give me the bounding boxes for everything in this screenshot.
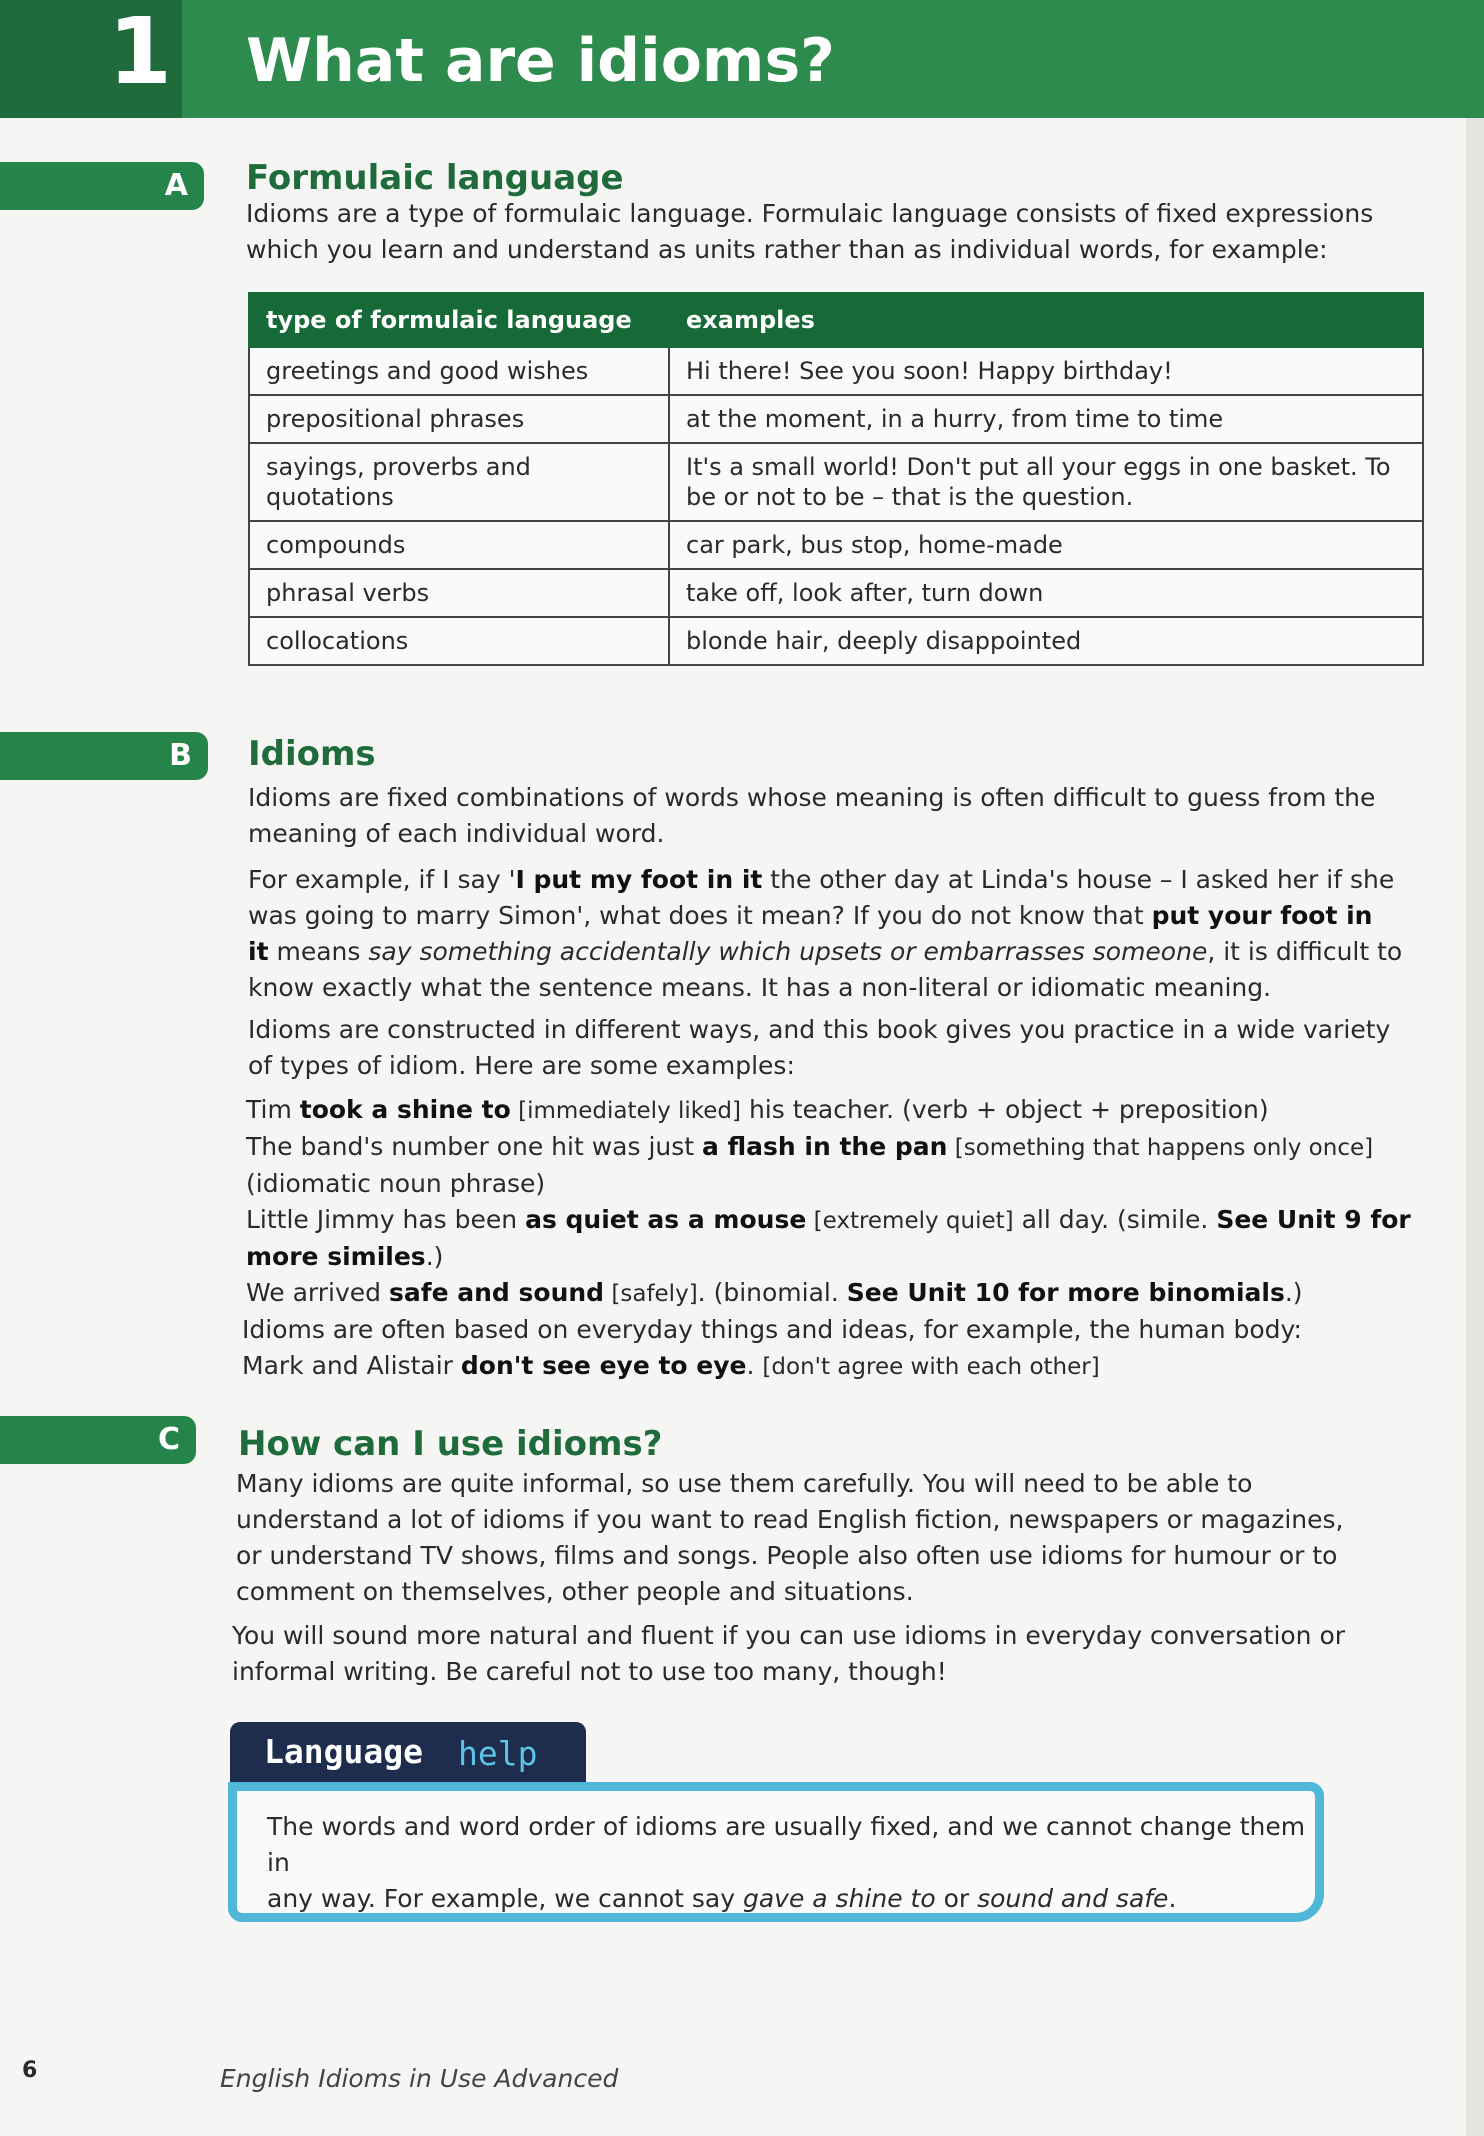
- page-edge: [1466, 118, 1484, 2136]
- paragraph-line: The words and word order of idioms are usually fixed, and we cannot change them in: [267, 1812, 1306, 1877]
- paragraph-line: You will sound more natural and fluent if you can use idioms in everyday conversation or: [232, 1621, 1346, 1650]
- example-line: The band's number one hit was just a flash in the pan [something that happens only once]: [246, 1132, 1374, 1161]
- example-line: Little Jimmy has been as quiet as a mouse [extremely quiet] all day. (simile. See Unit 9 for: [246, 1205, 1411, 1234]
- table-row: [249, 569, 1423, 617]
- section-a-title: Formulaic language: [246, 158, 624, 198]
- example-italic: gave a shine to: [742, 1884, 936, 1913]
- formulaic-language-table: [248, 292, 1424, 666]
- example-line: Tim took a shine to [immediately liked] his teacher. (verb + object + preposition): [246, 1095, 1269, 1124]
- unit-title: What are idioms?: [246, 26, 835, 96]
- page-number: 6: [22, 2058, 38, 2083]
- table-header-row: [249, 293, 1423, 347]
- paragraph-line: Many idioms are quite informal, so use them carefully. You will need to be able to: [236, 1469, 1253, 1498]
- example-line: We arrived safe and sound [safely]. (binomial. See Unit 10 for more binomials.): [246, 1278, 1303, 1307]
- idiom-bold: don't see eye to eye: [460, 1351, 747, 1380]
- table-row: [249, 443, 1423, 521]
- idiom-bold: it: [248, 937, 269, 966]
- idiom-bold: as quiet as a mouse: [525, 1205, 807, 1234]
- section-b-paragraph-4: [242, 1312, 1302, 1385]
- section-b-letter: B: [169, 738, 192, 773]
- section-a-intro-line: Idioms are a type of formulaic language. Formulaic language consists of fixed expressions: [246, 199, 1374, 228]
- idiom-meaning: [extremely quiet]: [806, 1208, 1014, 1234]
- table-cell-type: sayings, proverbs and quotations: [249, 443, 669, 521]
- table-cell-type: greetings and good wishes: [249, 347, 669, 395]
- section-a-marker: [0, 162, 204, 210]
- example-italic: sound and safe: [977, 1884, 1169, 1913]
- idiom-meaning: [don't agree with each other]: [762, 1354, 1100, 1380]
- table-cell-examples: take off, look after, turn down: [669, 569, 1423, 617]
- section-c-paragraph-2: [232, 1618, 1345, 1690]
- table-cell-examples: It's a small world! Don't put all your eggs in one basket. To be or not to be – that is the question.: [669, 443, 1423, 521]
- paragraph-line: Idioms are fixed combinations of words whose meaning is often difficult to guess from the: [248, 783, 1376, 812]
- table-row: [249, 521, 1423, 569]
- example-line: Mark and Alistair don't see eye to eye. [don't agree with each other]: [242, 1351, 1100, 1380]
- paragraph-line: informal writing. Be careful not to use too many, though!: [232, 1657, 947, 1686]
- section-b-title: Idioms: [248, 734, 376, 774]
- paragraph-line: any way. For example, we cannot say gave a shine to or sound and safe.: [267, 1884, 1177, 1913]
- unit-number: 1: [108, 0, 173, 105]
- section-c-marker: [0, 1416, 196, 1464]
- meaning-italic: say something accidentally which upsets or embarrasses someone: [368, 937, 1208, 966]
- language-help-label: Language: [264, 1732, 423, 1771]
- language-help-box: [228, 1782, 1324, 1922]
- table-cell-examples: blonde hair, deeply disappointed: [669, 617, 1423, 665]
- section-c-letter: C: [157, 1422, 180, 1457]
- text-run: the other day at Linda's house – I asked her if she: [762, 865, 1395, 894]
- text-run: , it is difficult to: [1207, 937, 1403, 966]
- paragraph-line: Idioms are often based on everyday things and ideas, for example, the human body:: [242, 1315, 1302, 1344]
- idiom-meaning: [immediately liked]: [510, 1098, 741, 1124]
- section-b-examples: [246, 1092, 1411, 1312]
- paragraph-line: or understand TV shows, films and songs. People also often use idioms for humour or to: [236, 1541, 1338, 1570]
- section-a-intro: [246, 196, 1373, 268]
- text-run: was going to marry Simon', what does it mean? If you do not know that: [248, 901, 1152, 930]
- table-row: [249, 395, 1423, 443]
- unit-number-tab: [0, 0, 182, 118]
- paragraph-line: meaning of each individual word.: [248, 819, 665, 848]
- language-help-text: [267, 1809, 1315, 1917]
- idiom-bold: took a shine to: [299, 1095, 511, 1124]
- paragraph-line: know exactly what the sentence means. It has a non-literal or idiomatic meaning.: [248, 973, 1272, 1002]
- section-b-marker: [0, 732, 208, 780]
- section-c-title: How can I use idioms?: [238, 1424, 663, 1464]
- cross-reference: See Unit 9 for: [1216, 1205, 1411, 1234]
- example-line: (idiomatic noun phrase): [246, 1169, 546, 1198]
- paragraph-line: comment on themselves, other people and situations.: [236, 1577, 914, 1606]
- table-cell-type: phrasal verbs: [249, 569, 669, 617]
- section-c-paragraph-1: [236, 1466, 1343, 1610]
- idiom-bold: safe and sound: [388, 1278, 605, 1307]
- section-b-paragraph-1: [248, 780, 1375, 852]
- table-header-type: type of formulaic language: [249, 293, 669, 347]
- idiom-bold: a flash in the pan: [702, 1132, 948, 1161]
- idiom-bold: I put my foot in it: [515, 865, 763, 894]
- table-cell-examples: Hi there! See you soon! Happy birthday!: [669, 347, 1423, 395]
- example-line: more similes.): [246, 1242, 444, 1271]
- section-b-paragraph-2: [248, 862, 1402, 1006]
- book-title: English Idioms in Use Advanced: [220, 2064, 619, 2093]
- language-help-label-accent: help: [458, 1734, 538, 1773]
- table-row: [249, 617, 1423, 665]
- section-b-paragraph-3: [248, 1012, 1390, 1084]
- cross-reference: more similes: [246, 1242, 426, 1271]
- table-cell-examples: car park, bus stop, home-made: [669, 521, 1423, 569]
- cross-reference: See Unit 10 for more binomials: [846, 1278, 1285, 1307]
- idiom-bold: put your foot in: [1151, 901, 1373, 930]
- idiom-meaning: [safely]: [604, 1281, 698, 1307]
- table-header-examples: examples: [669, 293, 1423, 347]
- table-cell-type: compounds: [249, 521, 669, 569]
- text-run: For example, if I say ': [248, 865, 516, 894]
- text-run: means: [268, 937, 369, 966]
- idiom-meaning: [something that happens only once]: [947, 1135, 1374, 1161]
- table-row: [249, 347, 1423, 395]
- table-cell-type: collocations: [249, 617, 669, 665]
- section-a-letter: A: [164, 168, 188, 203]
- paragraph-line: understand a lot of idioms if you want to read English fiction, newspapers or magazines,: [236, 1505, 1344, 1534]
- section-a-intro-line: which you learn and understand as units rather than as individual words, for example:: [246, 235, 1328, 264]
- table-cell-type: prepositional phrases: [249, 395, 669, 443]
- paragraph-line: of types of idiom. Here are some examples:: [248, 1051, 795, 1080]
- language-help-tab: [230, 1722, 586, 1782]
- paragraph-line: Idioms are constructed in different ways, and this book gives you practice in a wide variety: [248, 1015, 1391, 1044]
- table-cell-examples: at the moment, in a hurry, from time to time: [669, 395, 1423, 443]
